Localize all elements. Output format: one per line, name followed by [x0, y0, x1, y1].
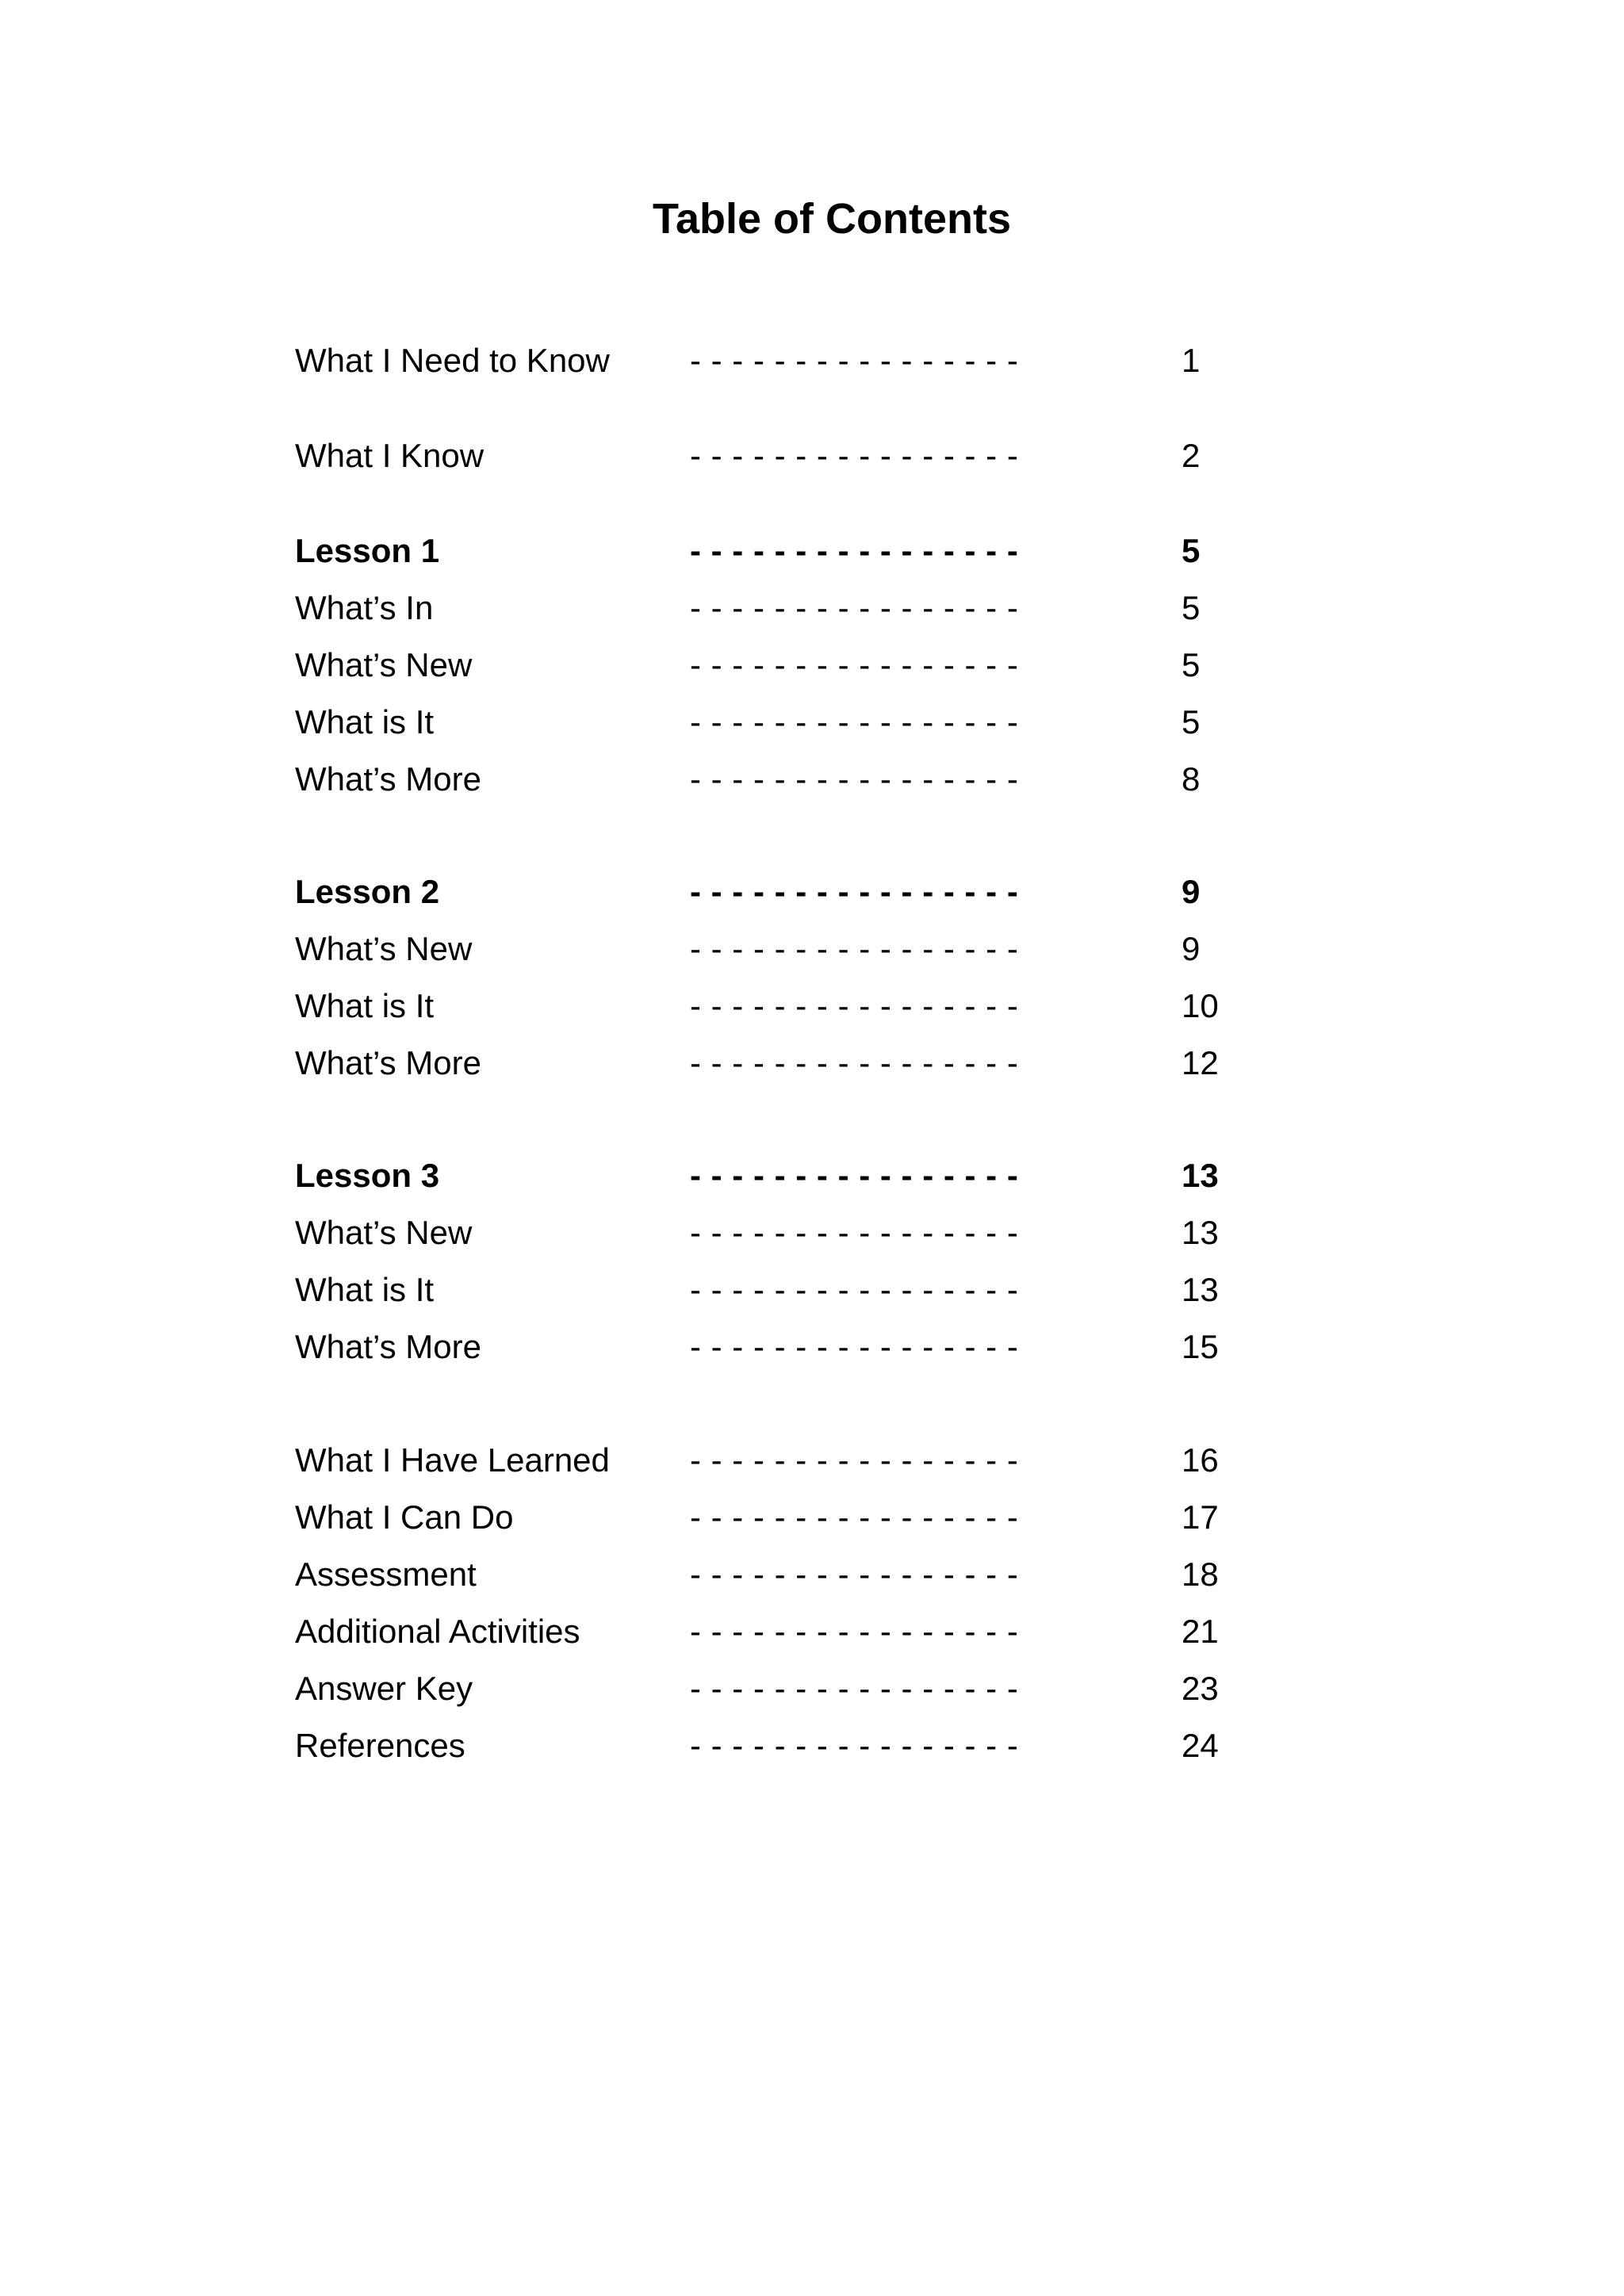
toc-entry-page-number: 5: [1182, 532, 1201, 569]
toc-entry-label: What is It: [295, 703, 435, 740]
toc-entry: [0, 868, 1624, 916]
toc-entry: [0, 756, 1624, 803]
toc-entry-page-number: 13: [1182, 1214, 1219, 1251]
toc-entry-label: What’s New: [295, 646, 473, 683]
toc-entry-page-number: 10: [1182, 987, 1219, 1024]
toc-entry: [0, 1323, 1624, 1371]
toc-entry: [0, 337, 1624, 385]
toc-entry-page-number: 5: [1182, 646, 1201, 683]
toc-entry: [0, 1608, 1624, 1655]
toc-entry-page-number: 8: [1182, 760, 1201, 798]
toc-entry-leader: - - - - - - - - - - - - - - - -: [690, 987, 1019, 1024]
toc-entry-label: Additional Activities: [295, 1613, 580, 1650]
toc-entry-leader: - - - - - - - - - - - - - - - -: [690, 589, 1019, 626]
toc-entry-leader: - - - - - - - - - - - - - - - -: [690, 1044, 1019, 1081]
toc-entry-leader: - - - - - - - - - - - - - - - -: [690, 532, 1019, 569]
toc-entry-leader: - - - - - - - - - - - - - - - -: [690, 1670, 1019, 1707]
toc-entry-label: What I Can Do: [295, 1498, 514, 1536]
toc-entry-label: What’s More: [295, 1328, 481, 1365]
toc-entry-page-number: 18: [1182, 1556, 1219, 1593]
toc-entry-label: What is It: [295, 1271, 435, 1308]
toc-entry-label: What I Know: [295, 437, 485, 474]
toc-entry-leader: - - - - - - - - - - - - - - - -: [690, 1727, 1019, 1764]
toc-entry-leader: - - - - - - - - - - - - - - - -: [690, 1157, 1019, 1194]
toc-entry-page-number: 13: [1182, 1271, 1219, 1308]
toc-entry-label: What I Need to Know: [295, 342, 610, 379]
toc-entry: [0, 1039, 1624, 1087]
toc-entry-leader: - - - - - - - - - - - - - - - -: [690, 1328, 1019, 1365]
toc-entry-page-number: 9: [1182, 873, 1201, 910]
toc-entry-label: What’s New: [295, 1214, 473, 1251]
toc-entry: [0, 527, 1624, 575]
toc-entry-leader: - - - - - - - - - - - - - - - -: [690, 1214, 1019, 1251]
page-title: Table of Contents: [653, 195, 1011, 243]
toc-entry-label: Lesson 3: [295, 1157, 440, 1194]
toc-entry: [0, 1722, 1624, 1770]
toc-entry-leader: - - - - - - - - - - - - - - - -: [690, 930, 1019, 967]
toc-entry: [0, 641, 1624, 689]
toc-entry-leader: - - - - - - - - - - - - - - - -: [690, 1441, 1019, 1479]
toc-entry-page-number: 23: [1182, 1670, 1219, 1707]
toc-entry-leader: - - - - - - - - - - - - - - - -: [690, 1271, 1019, 1308]
toc-entry-label: Lesson 1: [295, 532, 440, 569]
toc-entry-label: Assessment: [295, 1556, 477, 1593]
toc-entry-label: Answer Key: [295, 1670, 473, 1707]
toc-entry-label: What’s In: [295, 589, 434, 626]
toc-entry-leader: - - - - - - - - - - - - - - - -: [690, 703, 1019, 740]
toc-entry-leader: - - - - - - - - - - - - - - - -: [690, 1613, 1019, 1650]
toc-entry: [0, 925, 1624, 973]
toc-entry: [0, 1266, 1624, 1314]
toc-entry-label: What’s New: [295, 930, 473, 967]
toc-entry: [0, 982, 1624, 1030]
toc-entry-leader: - - - - - - - - - - - - - - - -: [690, 873, 1019, 910]
toc-entry-page-number: 9: [1182, 930, 1201, 967]
toc-entry-leader: - - - - - - - - - - - - - - - -: [690, 1556, 1019, 1593]
toc-entry-leader: - - - - - - - - - - - - - - - -: [690, 760, 1019, 798]
toc-entry-page-number: 16: [1182, 1441, 1219, 1479]
toc-entry-page-number: 2: [1182, 437, 1201, 474]
toc-entry-page-number: 15: [1182, 1328, 1219, 1365]
toc-entry: [0, 698, 1624, 746]
toc-entry: [0, 1152, 1624, 1200]
toc-entry-leader: - - - - - - - - - - - - - - - -: [690, 1498, 1019, 1536]
toc-entry: [0, 1551, 1624, 1598]
toc-entry-leader: - - - - - - - - - - - - - - - -: [690, 437, 1019, 474]
toc-entry-label: What’s More: [295, 1044, 481, 1081]
toc-entry-label: References: [295, 1727, 465, 1764]
toc-entry: [0, 1209, 1624, 1257]
toc-entry-leader: - - - - - - - - - - - - - - - -: [690, 342, 1019, 379]
toc-entry-page-number: 13: [1182, 1157, 1219, 1194]
toc-entry: [0, 432, 1624, 480]
toc-entry-label: What’s More: [295, 760, 481, 798]
toc-entry: [0, 1494, 1624, 1541]
toc-entry-page-number: 21: [1182, 1613, 1219, 1650]
toc-entry: [0, 1437, 1624, 1484]
toc-entry-label: What is It: [295, 987, 435, 1024]
toc-entry: [0, 1665, 1624, 1712]
toc-entry-page-number: 24: [1182, 1727, 1219, 1764]
toc-entry-label: What I Have Learned: [295, 1441, 610, 1479]
toc-entry: [0, 584, 1624, 632]
toc-entry-leader: - - - - - - - - - - - - - - - -: [690, 646, 1019, 683]
toc-entry-label: Lesson 2: [295, 873, 440, 910]
toc-entry-page-number: 1: [1182, 342, 1201, 379]
toc-entry-page-number: 17: [1182, 1498, 1219, 1536]
toc-entry-page-number: 12: [1182, 1044, 1219, 1081]
toc-entry-page-number: 5: [1182, 589, 1201, 626]
toc-entry-page-number: 5: [1182, 703, 1201, 740]
